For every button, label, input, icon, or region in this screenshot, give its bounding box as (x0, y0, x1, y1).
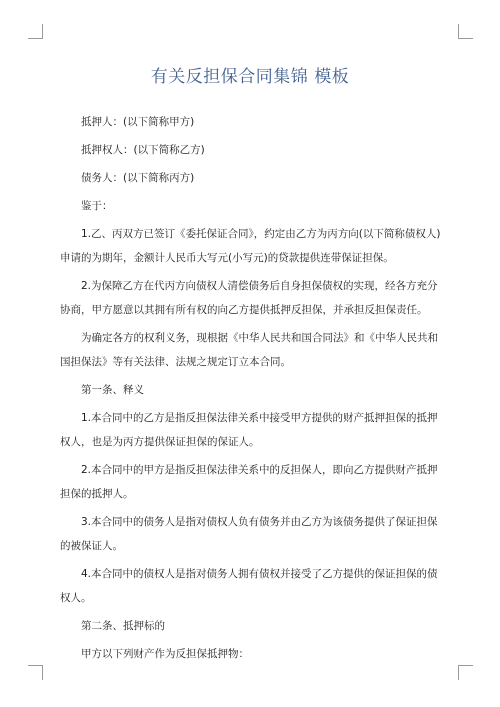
page-corner-mark-top-right (458, 24, 473, 39)
page-corner-mark-bottom-right (458, 665, 473, 680)
definition-1: 1.本合同中的乙方是指反担保法律关系中接受甲方提供的财产抵押担保的抵押权人，也是为丙方提供保证担保的保证人。 (60, 412, 438, 448)
whereas-heading: 鉴于： (81, 200, 113, 212)
recital-1: 1.乙、丙双方已签订《委托保证合同》，约定由乙方为丙方向(以下简称债权人)申请的为期年，金额计人民币大写元(小写元)的贷款提供连带保证担保。 (60, 228, 441, 264)
document-body (60, 110, 446, 666)
page-corner-mark-bottom-left (28, 665, 43, 680)
article-2-heading: 第二条、抵押标的 (81, 620, 165, 632)
debtor-line: 债务人：(以下简称丙方) (81, 172, 195, 184)
article-1-heading: 第一条、释义 (81, 384, 144, 396)
definition-3: 3.本合同中的债务人是指对债权人负有债务并由乙方为该债务提供了保证担保的被保证人。 (60, 516, 438, 552)
mortgagee-line: 抵押权人：(以下简称乙方) (81, 144, 205, 156)
definition-2: 2.本合同中的甲方是指反担保法律关系中的反担保人，即向乙方提供财产抵押担保的抵押人。 (60, 464, 438, 500)
mortgagor-line: 抵押人：(以下简称甲方) (81, 116, 195, 128)
definition-4: 4.本合同中的债权人是指对债务人拥有债权并接受了乙方提供的保证担保的债权人。 (60, 568, 438, 604)
collateral-intro: 甲方以下列财产作为反担保抵押物： (81, 648, 249, 660)
purpose-paragraph: 为确定各方的权利义务，现根据《中华人民共和国合同法》和《中华人民共和国担保法》等有关法律、法规之规定订立本合同。 (60, 332, 438, 368)
document-title: 有关反担保合同集锦 模板 (150, 67, 350, 87)
recital-2: 2.为保障乙方在代丙方向债权人清偿债务后自身担保债权的实现，经各方充分协商，甲方愿意以其拥有所有权的向乙方提供抵押反担保，并承担反担保责任。 (60, 280, 438, 316)
page-corner-mark-top-left (28, 24, 43, 39)
